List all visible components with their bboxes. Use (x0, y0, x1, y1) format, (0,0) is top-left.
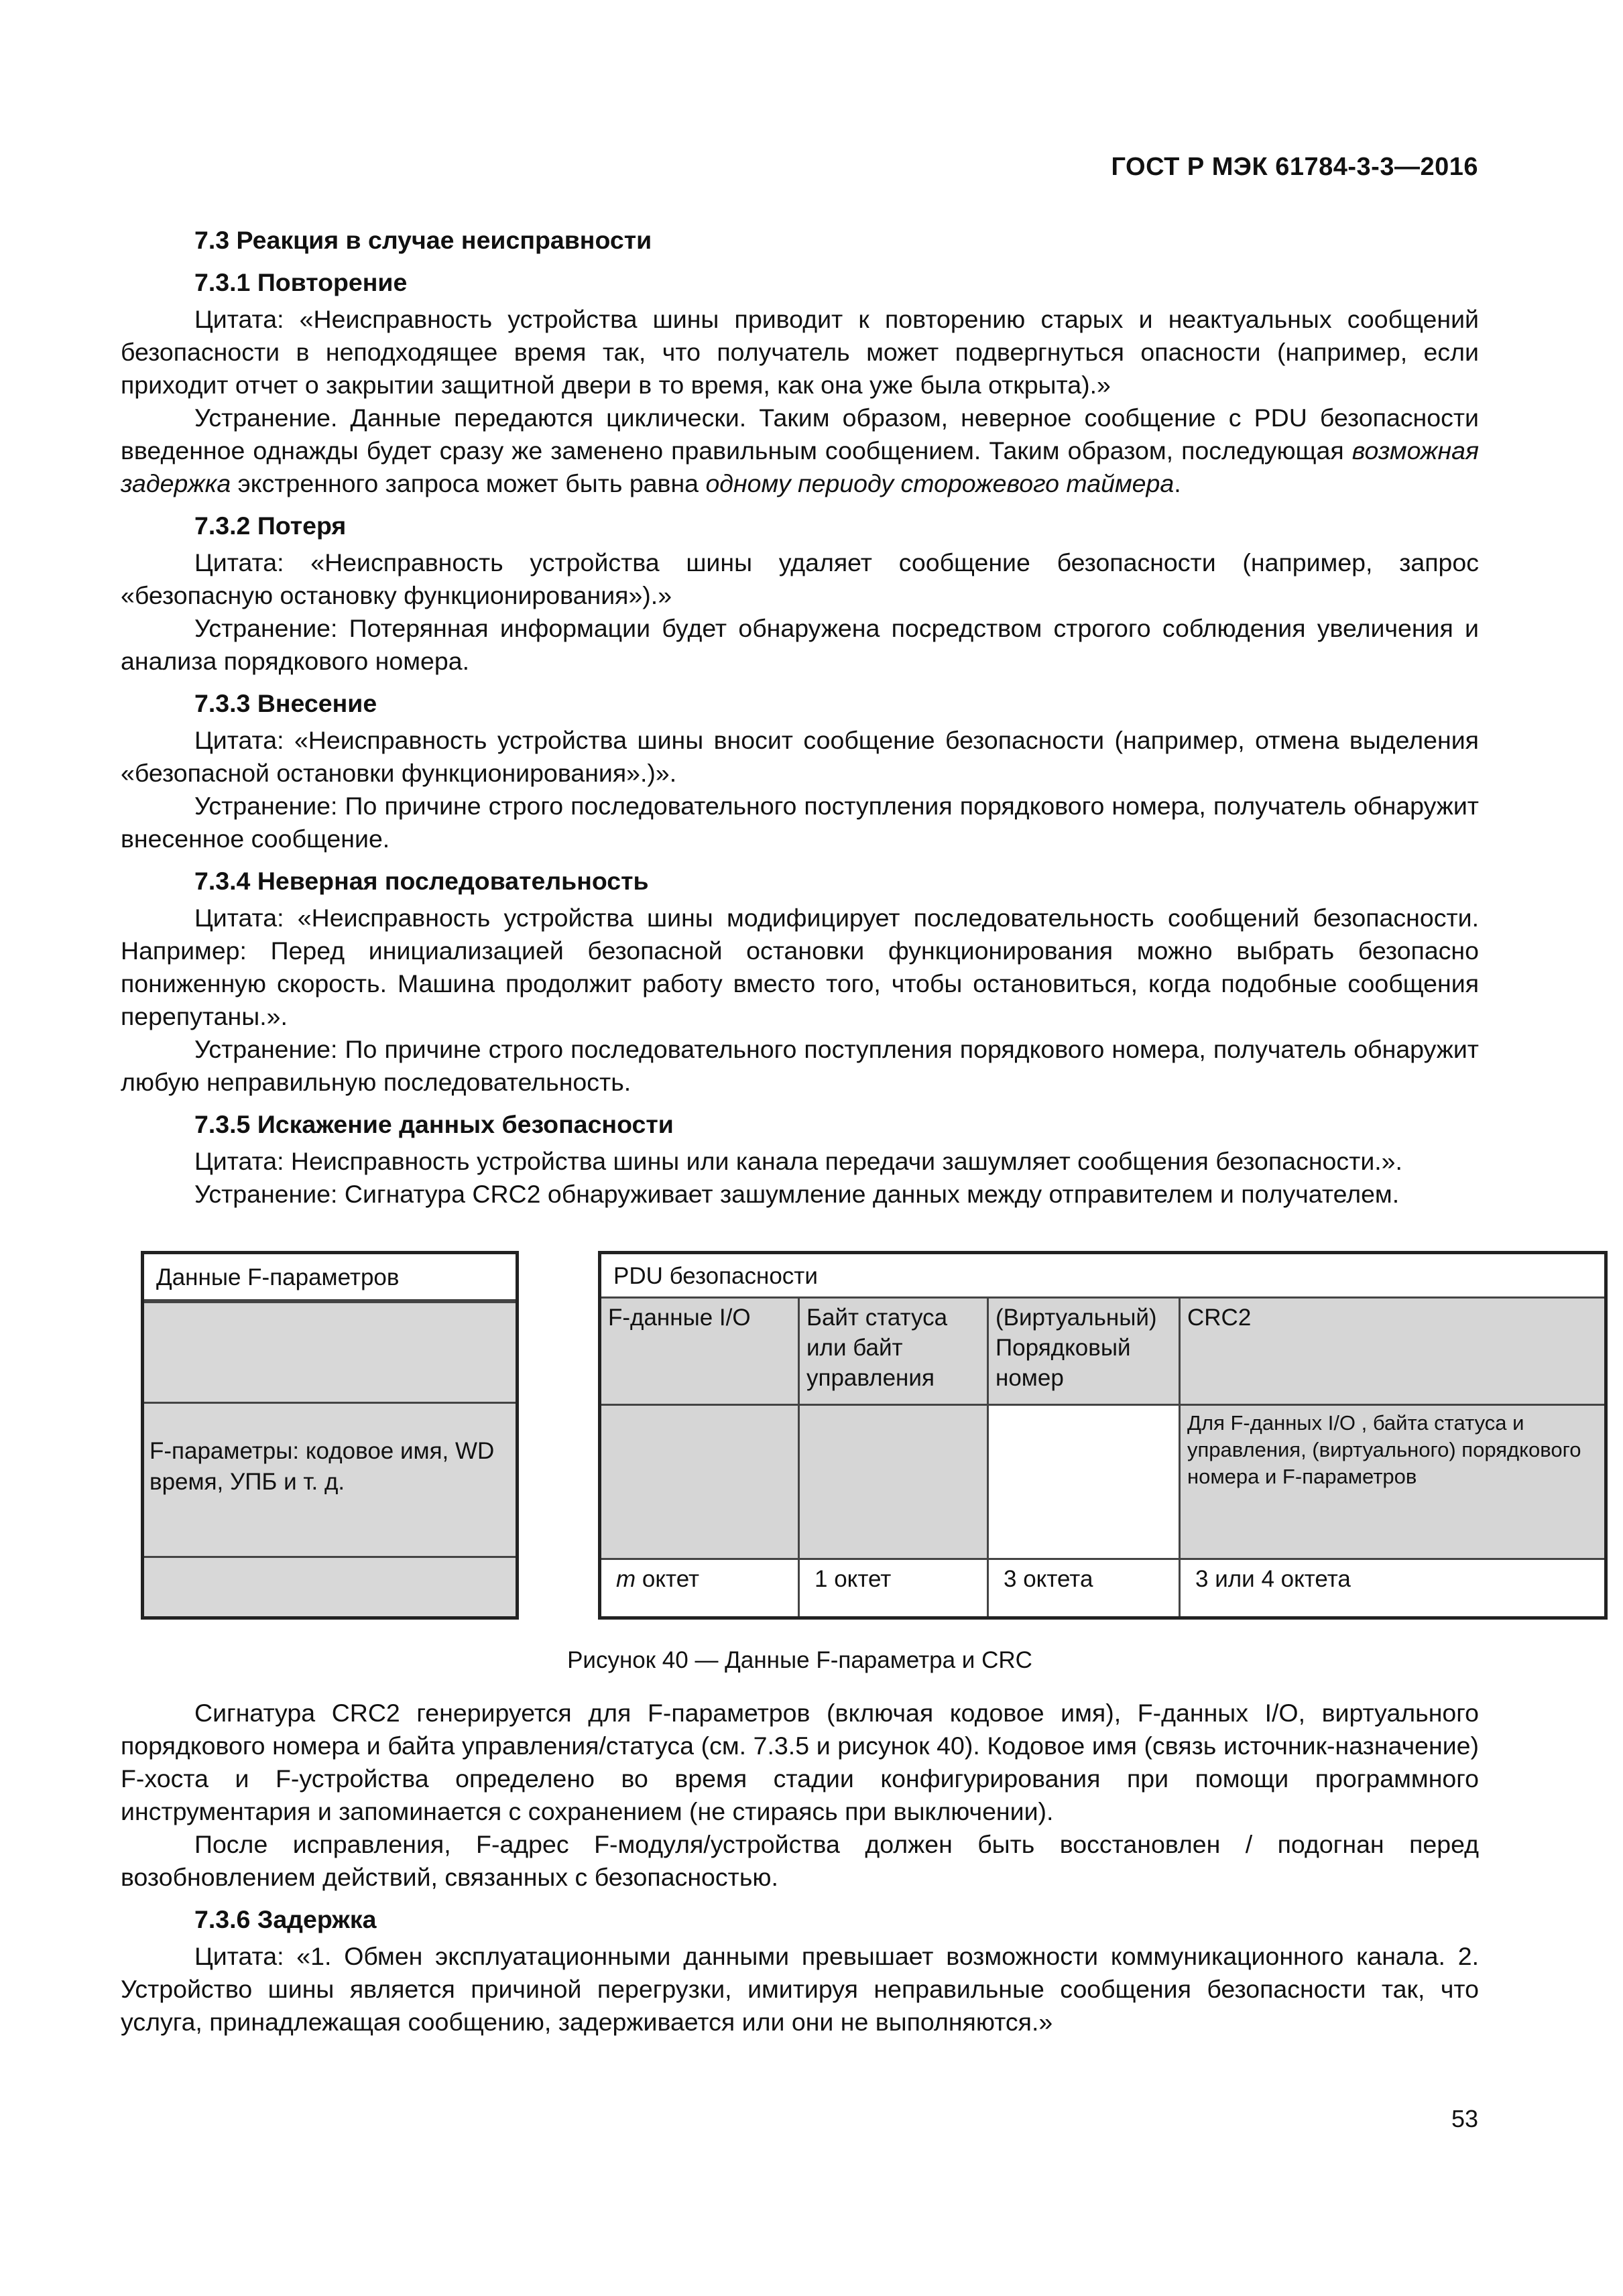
cell-seq-mid (989, 1406, 1181, 1560)
fparams-box (141, 1251, 519, 1620)
paragraph: Цитата: «Неисправность устройства шины вносит сообщение безопасности (например, отмена выделения «безопасной остановки функционирования».)». (121, 726, 1479, 787)
paragraph: Устранение. Данные передаются циклически. Таким образом, неверное сообщение с PDU безопасности введенное однажды будет сразу же заменено правильным сообщением. Таким образом, последующая возможная задержка экстренного запроса может быть равна одному периоду сторожевого таймера. (121, 404, 1479, 497)
content (121, 215, 1581, 2039)
size-m-unit: октет (636, 1566, 700, 1592)
col-crc2: CRC2 (1181, 1298, 1604, 1406)
paragraph: Цитата: «Неисправность устройства шины модифицирует последовательность сообщений безопасности. Например: Перед инициализацией безопасной остановки функционирования можно выбрать безопасно пониженную скорость. Машина продолжит работу вместо того, чтобы остановиться, когда подобные сообщения перепутаны.». (121, 904, 1479, 1030)
col-status: Байт статуса или байт управления (800, 1298, 989, 1406)
paragraph: Устранение: Сигнатура CRC2 обнаруживает зашумление данных между отправителем и получателем. (194, 1180, 1400, 1208)
section-heading: 7.3.5 Искажение данных безопасности (194, 1110, 674, 1138)
paragraph: Устранение: По причине строго последовательного поступления порядкового номера, получатель обнаружит внесенное сообщение. (121, 792, 1479, 853)
fparams-bottom-row (144, 1556, 516, 1616)
size-m-var: m (616, 1566, 636, 1592)
fparams-gray-row (144, 1301, 516, 1402)
paragraph: После исправления, F-адрес F-модуля/устройства должен быть восстановлен / подогнан перед возобновлением действий, связанных с безопасностью. (121, 1830, 1479, 1891)
section-heading: 7.3 Реакция в случае неисправности (194, 226, 652, 254)
fparams-text-row (144, 1402, 516, 1556)
fparams-text: F-параметры: кодовое имя, WD время, УПБ и т. д. (149, 1438, 495, 1495)
section-heading: 7.3.2 Потеря (194, 511, 347, 540)
pdu-title: PDU безопасности (601, 1254, 1604, 1298)
paragraph: Цитата: Неисправность устройства шины или канала передачи зашумляет сообщения безопасности.». (194, 1147, 1402, 1175)
cell-status-mid (800, 1406, 989, 1560)
section-heading: 7.3.3 Внесение (194, 689, 377, 717)
paragraph: Устранение: По причине строго последовательного поступления порядкового номера, получатель обнаружит любую неправильную последовательность. (121, 1035, 1479, 1096)
paragraph: Цитата: «Неисправность устройства шины приводит к повторению старых и неактуальных сообщений безопасности в неподходящее время так, что получатель может подвергнуться опасности (например, если приходит отчет о закрытии защитной двери в то время, как она уже была открыта).» (121, 305, 1479, 399)
paragraph: Сигнатура CRC2 генерируется для F-параметров (включая кодовое имя), F-данных I/O, виртуального порядкового номера и байта управления/статуса (см. 7.3.5 и рисунок 40). Кодовое имя (связь источник-назначение) F-хоста и F-устройства определено во время стадии конфигурирования при помощи программного инструментария и запоминается с сохранением (не стираясь при выключении). (121, 1699, 1479, 1825)
size-seq: 3 октета (989, 1560, 1181, 1616)
col-fdata: F-данные I/O (601, 1298, 800, 1406)
sections-after-figure (121, 1697, 1479, 2039)
crc-note: Для F-данных I/O , байта статуса и управления, (виртуального) порядкового номера и F-параметров (1181, 1406, 1604, 1560)
paragraph: Устранение: Потерянная информации будет обнаружена посредством строгого соблюдения увеличения и анализа порядкового номера. (121, 614, 1479, 675)
paragraph: Цитата: «1. Обмен эксплуатационными данными превышает возможности коммуникационного канала. 2. Устройство шины является причиной перегрузки, имитируя неправильные сообщения безопасности так, что услуга, принадлежащая сообщению, задерживается или они не выполняются.» (121, 1942, 1479, 2036)
fparams-title: Данные F-параметров (144, 1254, 516, 1301)
sections-before-figure (121, 224, 1479, 1211)
cell-fdata-mid (601, 1406, 800, 1560)
section-heading: 7.3.4 Неверная последовательность (194, 867, 649, 895)
section-heading: 7.3.1 Повторение (194, 268, 408, 296)
page-number: 53 (1451, 2105, 1478, 2132)
col-seq: (Виртуальный) Порядковый номер (989, 1298, 1181, 1406)
pdu-box (598, 1251, 1608, 1620)
paragraph: Цитата: «Неисправность устройства шины удаляет сообщение безопасности (например, запрос «безопасную остановку функционирования»).» (121, 548, 1479, 609)
size-status: 1 октет (800, 1560, 989, 1616)
size-crc: 3 или 4 октета (1195, 1566, 1351, 1592)
section-heading: 7.3.6 Задержка (194, 1905, 377, 1933)
size-fdata (601, 1560, 800, 1616)
document-header: ГОСТ Р МЭК 61784-3-3—2016 (1111, 153, 1478, 181)
figure-40 (121, 1251, 1581, 1640)
figure-caption: Рисунок 40 — Данные F-параметра и CRC (567, 1647, 1032, 1673)
